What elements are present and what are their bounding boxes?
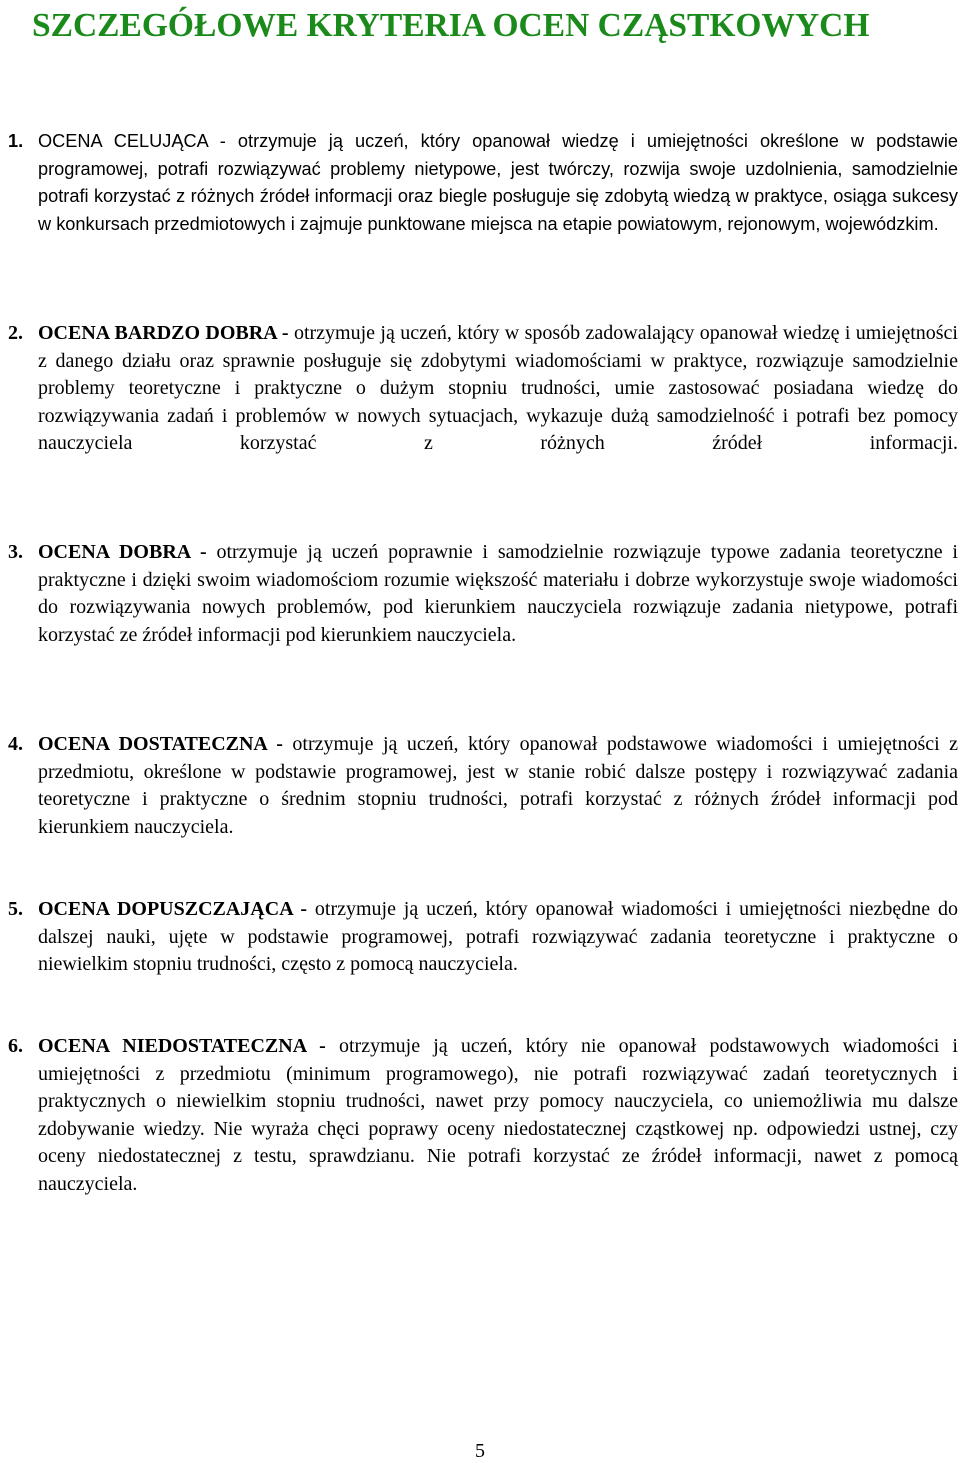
criterion-label: OCENA BARDZO DOBRA - <box>38 322 289 344</box>
criterion-number: 5. <box>8 898 23 920</box>
criterion-body <box>38 731 958 841</box>
criterion-item-4 <box>8 731 958 841</box>
criterion-number: 3. <box>8 541 23 563</box>
criterion-number: 1. <box>8 131 24 151</box>
criterion-number: 4. <box>8 733 23 755</box>
criterion-body <box>38 896 958 979</box>
criterion-text: otrzymuje ją uczeń, który w sposób zadowalający opanował wiedzę i umiejętności z danego działu oraz sprawnie posługuje się zdobytymi wiadomościami w praktyce, rozwiązuje samodzielnie problemy teoretyczne i praktyczne o dużym stopniu trudności, umie zastosować posiadana wiedzę do rozwiązywania zadań i problemów w nowych sytuacjach, wykazuje dużą samodzielność i potrafi bez pomocy nauczyciela korzystać z różnych źródeł informacji. <box>38 322 958 454</box>
criterion-label: OCENA DOPUSZCZAJĄCA - <box>38 898 308 920</box>
criterion-body <box>38 1033 958 1198</box>
criterion-number: 2. <box>8 322 23 344</box>
criterion-item-5 <box>8 896 958 979</box>
criterion-item-3 <box>8 539 958 649</box>
criterion-item-6 <box>8 1033 958 1198</box>
criterion-body <box>38 320 958 458</box>
page-title: SZCZEGÓŁOWE KRYTERIA OCEN CZĄSTKOWYCH <box>32 7 870 44</box>
criterion-text: otrzymuje ją uczeń, który opanował wiadomości i umiejętności niezbędne do dalszej nauki, ujęte w podstawie programowej, potrafi rozwiązywać zadania teoretyczne i praktyczne o niewielkim stopniu trudności, często z pomocą nauczyciela. <box>38 898 959 975</box>
criterion-item-1 <box>8 128 958 238</box>
criterion-label: OCENA DOSTATECZNA - <box>38 733 283 755</box>
criterion-text: otrzymuje ją uczeń, który nie opanował podstawowych wiadomości i umiejętności z przedmiotu (minimum programowego), nie potrafi rozwiązywać zadań teoretycznych i praktycznych o niewielkim stopniu trudności, nawet przy pomocy nauczyciela, co uniemożliwia mu dalsze zdobywanie wiedzy. Nie wyraża chęci poprawy oceny niedostatecznej cząstkowej np. odpowiedzi ustnej, czy oceny niedostatecznej z testu, sprawdzianu. Nie potrafi korzystać ze źródeł informacji, nawet z pomocą nauczyciela. <box>38 1035 958 1195</box>
criterion-body <box>38 539 958 649</box>
criterion-text: otrzymuje ją uczeń, który opanował wiedzę i umiejętności określone w podstawie programowej, potrafi rozwiązywać problemy nietypowe, jest twórczy, rozwija swoje uzdolnienia, samodzielnie potrafi korzystać z różnych źródeł informacji oraz biegle posługuje się zdobytą wiedzą w praktyce, osiąga sukcesy w konkursach przedmiotowych i zajmuje punktowane miejsca na etapie powiatowym, rejonowym, wojewódzkim. <box>38 131 958 234</box>
criterion-text: otrzymuje ją uczeń, który opanował podstawowe wiadomości i umiejętności z przedmiotu, określone w podstawie programowej, jest w stanie robić dalsze postępy i rozwiązywać zadania teoretyczne i praktyczne o średnim stopniu trudności, potrafi korzystać z różnych źródeł informacji pod kierunkiem nauczyciela. <box>38 733 959 838</box>
criterion-label: OCENA DOBRA - <box>38 541 207 563</box>
criterion-label: OCENA NIEDOSTATECZNA - <box>38 1035 326 1057</box>
criterion-body <box>38 128 958 238</box>
criterion-number: 6. <box>8 1035 23 1057</box>
criterion-item-2 <box>8 320 958 458</box>
criterion-label: OCENA CELUJĄCA - <box>38 131 226 151</box>
page-number: 5 <box>475 1440 485 1462</box>
criterion-text: otrzymuje ją uczeń poprawnie i samodzielnie rozwiązuje typowe zadania teoretyczne i praktyczne i dzięki swoim wiadomościom rozumie większość materiału i dobrze wykorzystuje swoje wiadomości do rozwiązywania nowych problemów, pod kierunkiem nauczyciela rozwiązuje zadania nietypowe, potrafi korzystać ze źródeł informacji pod kierunkiem nauczyciela. <box>38 541 958 646</box>
